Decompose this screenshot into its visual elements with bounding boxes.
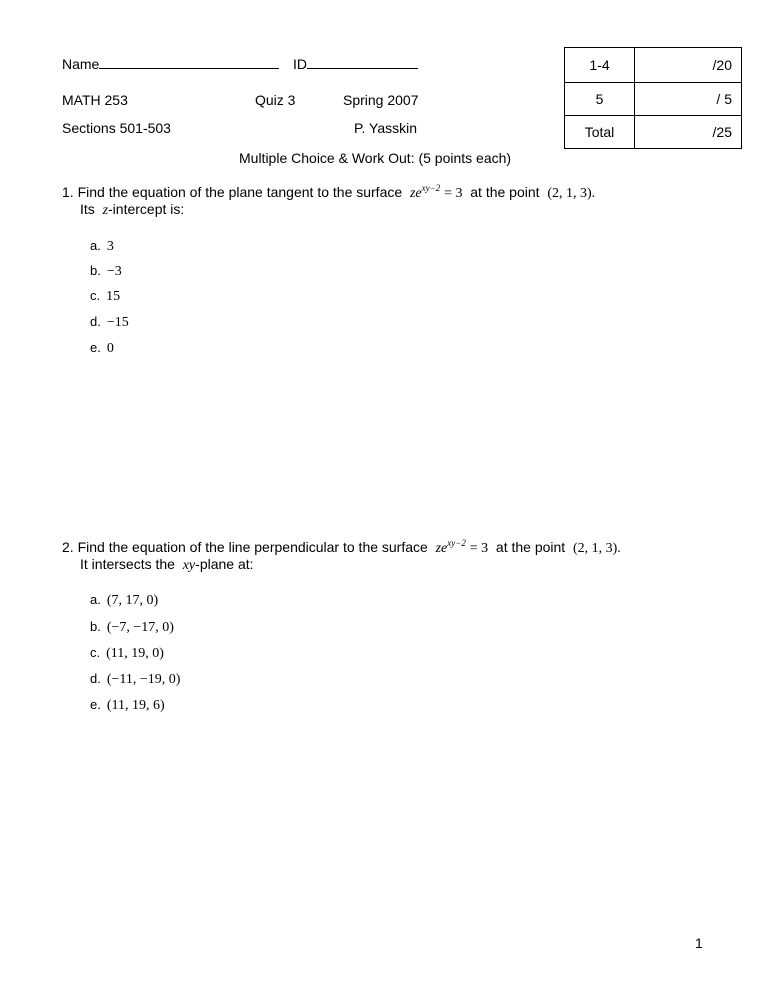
question-1-line1: 1. Find the equation of the plane tangent to the surface $ze^{xy-2} = 3$ at the point (2, 1, 3). (62, 183, 596, 201)
option-value: 3 (106, 239, 114, 254)
option-letter: a. (90, 592, 101, 607)
id-label: ID (293, 56, 307, 72)
option-e (90, 340, 114, 357)
point: (2, 1, 3). (572, 541, 621, 556)
line2-var: z (102, 203, 109, 218)
option-value: (11, 19, 0) (106, 646, 164, 661)
score-table (564, 47, 742, 149)
option-letter: d. (90, 314, 101, 329)
option-b (90, 263, 122, 280)
equation-base: ze (435, 541, 448, 556)
name-blank (99, 54, 279, 69)
score-label: Total (565, 116, 635, 149)
equation-base: ze (409, 186, 422, 201)
line2-pre: Its (80, 201, 95, 217)
option-e (90, 697, 165, 714)
line2-var: xy (182, 558, 196, 573)
option-letter: b. (90, 263, 101, 278)
option-value: 0 (106, 341, 114, 356)
question-text-2: at the point (470, 184, 540, 200)
equation-exponent: xy−2 (447, 538, 466, 548)
option-d (90, 671, 180, 688)
point: (2, 1, 3). (547, 186, 596, 201)
option-letter: b. (90, 619, 101, 634)
option-a (90, 592, 158, 609)
option-letter: a. (90, 238, 101, 253)
option-value: (−7, −17, 0) (106, 620, 174, 635)
question-text-2: at the point (495, 539, 566, 555)
name-label: Name (62, 56, 100, 72)
score-label: 1-4 (565, 48, 635, 83)
option-b (90, 619, 174, 636)
id-field (293, 54, 418, 72)
option-a (90, 238, 114, 255)
question-2-line1: 2. Find the equation of the line perpendicular to the surface $ze^{xy-2} = 3$ at the point (2, 1, 3). (62, 538, 621, 556)
quiz-label: Quiz 3 (255, 92, 296, 108)
option-letter: e. (90, 340, 101, 355)
option-value: −3 (106, 264, 122, 279)
question-number: 2 (62, 539, 70, 555)
question-number: 1 (62, 184, 70, 200)
name-field (62, 54, 279, 72)
line2-post: -intercept is: (108, 201, 185, 217)
id-blank (307, 54, 418, 69)
score-label: 5 (565, 83, 635, 116)
score-row (565, 48, 742, 83)
course-code: MATH 253 (62, 92, 128, 108)
score-points: / 5 (635, 83, 742, 116)
question-2-line2 (80, 556, 254, 574)
question-text: Find the equation of the line perpendicular to the surface (77, 539, 428, 555)
option-value: (11, 19, 6) (106, 698, 165, 713)
option-value: 15 (106, 289, 121, 304)
equation-rhs: = 3 (444, 186, 463, 201)
equation-exponent: xy−2 (421, 183, 441, 193)
option-letter: c. (90, 288, 101, 303)
option-c (90, 288, 120, 305)
option-d (90, 314, 129, 331)
question-text: Find the equation of the plane tangent to the surface (77, 184, 403, 200)
option-value: (−11, −19, 0) (106, 672, 181, 687)
score-points: /25 (635, 116, 742, 149)
option-value: −15 (106, 315, 129, 330)
semester: Spring 2007 (343, 92, 419, 108)
score-row (565, 116, 742, 149)
option-value: (7, 17, 0) (106, 593, 159, 608)
page-number: 1 (695, 935, 703, 951)
score-points: /20 (635, 48, 742, 83)
option-letter: c. (90, 645, 101, 660)
section-heading: Multiple Choice & Work Out: (5 points each) (239, 150, 512, 166)
score-row (565, 83, 742, 116)
line2-pre: It intersects the (80, 556, 175, 572)
sections: Sections 501-503 (62, 120, 171, 136)
equation-rhs: = 3 (469, 541, 489, 556)
option-letter: e. (90, 697, 101, 712)
instructor: P. Yasskin (354, 120, 418, 136)
option-c (90, 645, 164, 662)
line2-post: -plane at: (195, 556, 254, 572)
option-letter: d. (90, 671, 101, 686)
question-1-line2 (80, 201, 184, 219)
